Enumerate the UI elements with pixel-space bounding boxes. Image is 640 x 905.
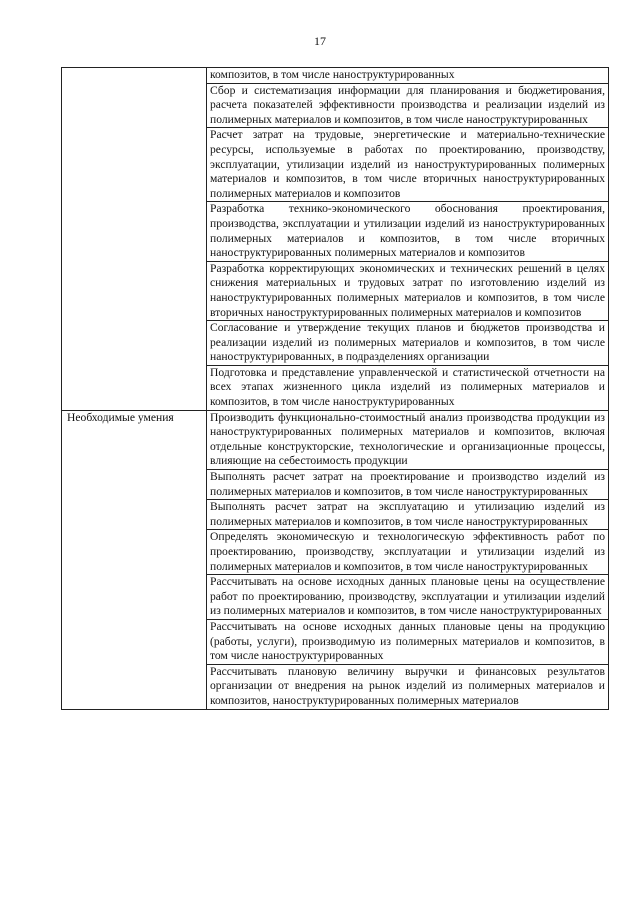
section-label-cell — [62, 410, 207, 709]
table-cell: Сбор и систематизация информации для планирования и бюджетирования, расчета показателей эффективности производства и реализации изделий из полимерных материалов и композитов, в том числе наноструктурированных — [207, 83, 609, 128]
table-cell: Расчет затрат на трудовые, энергетические и материально-технические ресурсы, используемые в работах по проектированию, производству, эксплуатации, утилизации изделий из наноструктурированных полимерных материалов и композитов, в том числе вторичных наноструктурированных полимерных материалов и композитов — [207, 128, 609, 202]
table-cell: Выполнять расчет затрат на проектирование и производство изделий из полимерных материалов и композитов, в том числе наноструктурированных — [207, 470, 609, 500]
table-cell: Рассчитывать плановую величину выручки и финансовых результатов организации от внедрения на рынок изделий из полимерных материалов и композитов, наноструктурированных полимерных материалов — [207, 664, 609, 709]
table-row — [62, 68, 609, 84]
table-cell: Рассчитывать на основе исходных данных плановые цены на осуществление работ по проектированию, производству, эксплуатации и утилизации изделий из полимерных материалов и композитов, в том числе наноструктурированных — [207, 575, 609, 620]
table-cell: Определять экономическую и технологическую эффективность работ по проектированию, производству, эксплуатации и утилизации изделий из полимерных материалов и композитов, в том числе наноструктурированных — [207, 530, 609, 575]
competency-table — [61, 67, 609, 710]
table-cell: Разработка корректирующих экономических и технических решений в целях снижения материальных и трудовых затрат по изготовлению изделий из наноструктурированных полимерных материалов и композитов, в том числе вторичных наноструктурированных полимерных материалов и композитов — [207, 261, 609, 320]
table-row — [62, 410, 609, 469]
table-cell: Производить функционально-стоимостный анализ производства продукции из наноструктурированных полимерных материалов и композитов, включая отдельные конструкторские, технологические и организационные процессы, влияющие на себестоимость продукции — [207, 410, 609, 469]
section-label-cell — [62, 68, 207, 411]
table-cell: Подготовка и представление управленческой и статистической отчетности на всех этапах жизненного цикла изделий из полимерных материалов и композитов, в том числе наноструктурированных — [207, 365, 609, 410]
table-cell: Выполнять расчет затрат на эксплуатацию и утилизацию изделий из полимерных материалов и композитов, в том числе наноструктурированных — [207, 500, 609, 530]
table-cell: композитов, в том числе наноструктурированных — [207, 68, 609, 84]
page-number: 17 — [314, 34, 326, 48]
table-cell: Рассчитывать на основе исходных данных плановые цены на продукцию (работы, услуги), производимую из полимерных материалов и композитов, в том числе наноструктурированных — [207, 619, 609, 664]
table-cell: Разработка технико-экономического обоснования проектирования, производства, эксплуатации и утилизации изделий из наноструктурированных полимерных материалов и композитов, в том числе вторичных наноструктурированных полимерных материалов и композитов — [207, 202, 609, 261]
section-label: Необходимые умения — [67, 410, 174, 424]
table-cell: Согласование и утверждение текущих планов и бюджетов производства и реализации изделий из полимерных материалов и композитов, в том числе наноструктурированных, в подразделениях организации — [207, 321, 609, 366]
